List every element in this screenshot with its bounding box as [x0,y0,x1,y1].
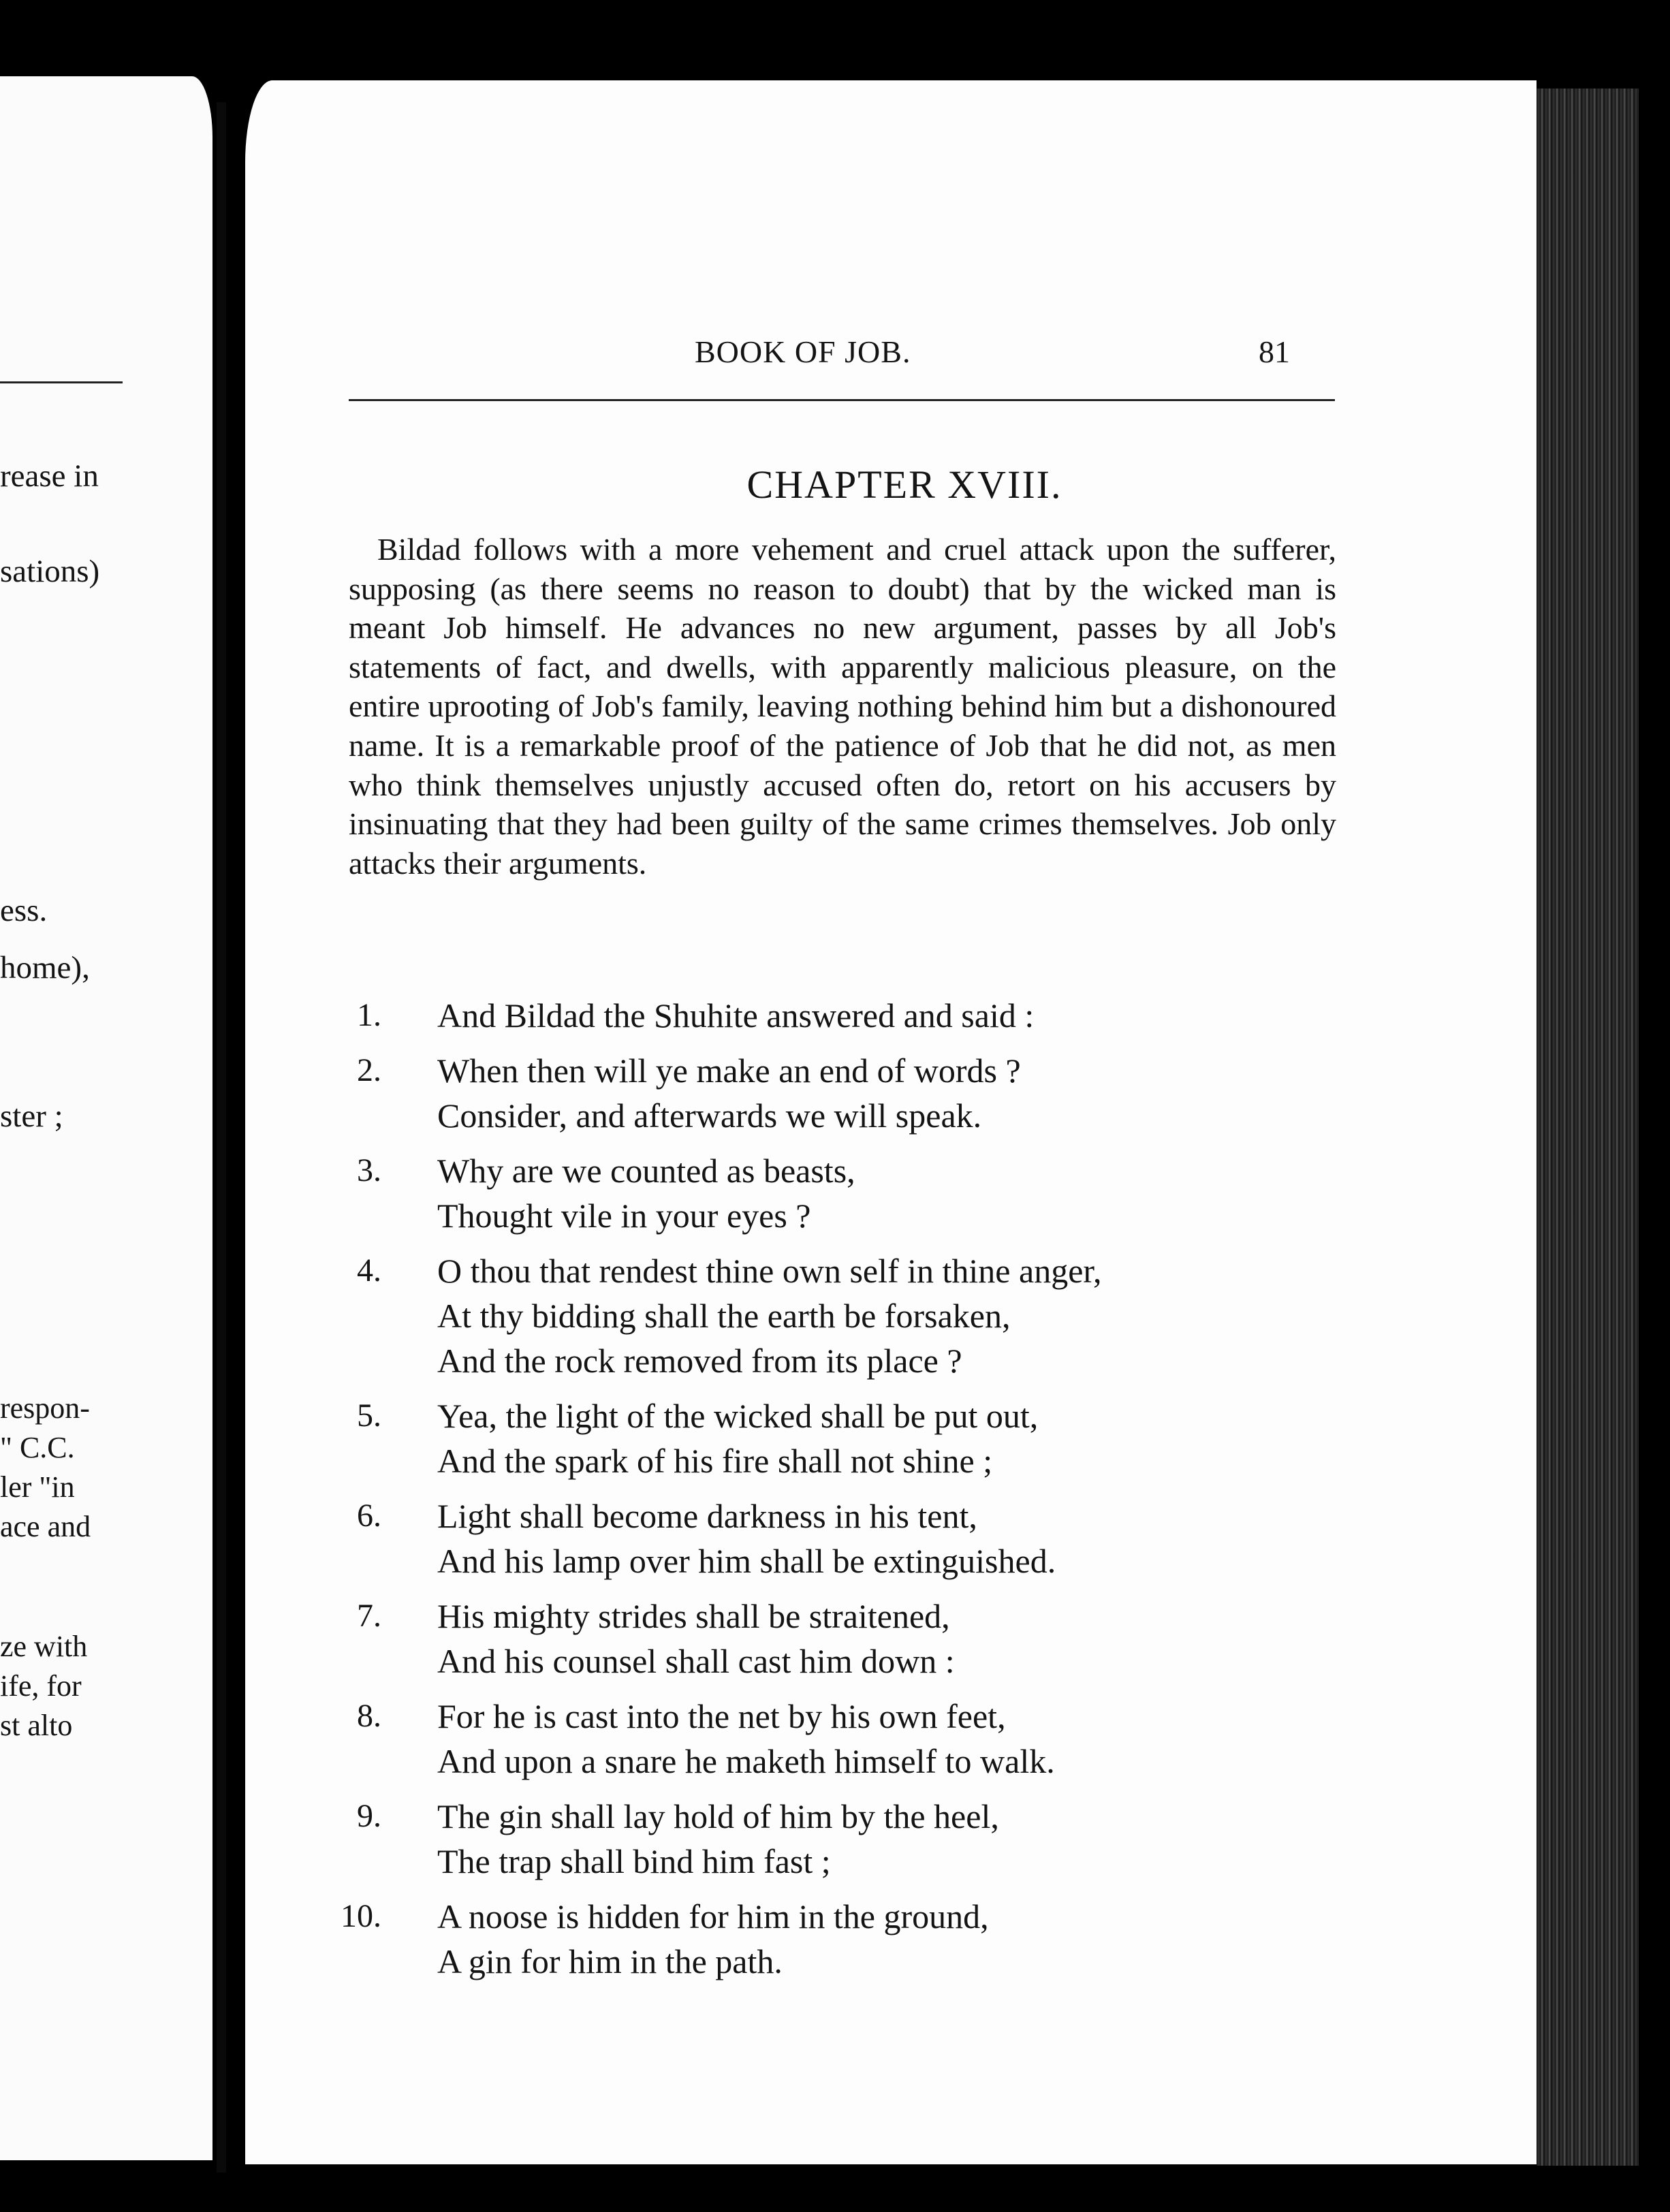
verse-number: 2. [357,1052,381,1088]
verse-number: 5. [357,1397,381,1434]
left-fragment: ife, for [0,1669,82,1703]
verse-number: 3. [357,1152,381,1188]
verse-number: 7. [357,1598,381,1634]
verse-line: Light shall become darkness in his tent, [437,1497,977,1535]
verse-line: Thought vile in your eyes ? [437,1197,811,1235]
verse [327,1494,1349,1583]
verse-line: Why are we counted as beasts, [437,1152,855,1190]
page-number: 81 [1259,334,1290,369]
verse-line: Yea, the light of the wicked shall be put out, [437,1397,1039,1435]
left-page [0,76,212,2160]
verse-line: O thou that rendest thine own self in thine anger, [437,1252,1102,1290]
left-fragment: respon- [0,1391,90,1425]
verse-line: And upon a snare he maketh himself to walk. [437,1742,1055,1780]
verse-line: And his counsel shall cast him down : [437,1642,955,1680]
verse-line: Consider, and afterwards we will speak. [437,1096,982,1135]
left-fragment: sations) [0,554,100,589]
page-header [245,334,1537,381]
verse [327,1894,1349,1984]
chapter-summary: Bildad follows with a more vehement and cruel attack upon the sufferer, supposing (as there seems no reason to doubt) that by the wicked man is meant Job himself. He advances no new argument, passes by all Job's statements of fact, and dwells, with apparently malicious pleasure, on the entire uprooting of Job's family, leaving nothing behind him but a dishonoured name. It is a remarkable proof of the patience of Job that he did not, as men who think themselves unjustly accused often do, retort on his accusers by insinuating that they had been guilty of the same crimes themselves. Job only attacks their arguments. [349,532,1336,881]
left-fragment: home), [0,950,90,985]
left-fragment: ace and [0,1510,91,1543]
verse-line: When then will ye make an end of words ? [437,1052,1021,1090]
verse-line: And Bildad the Shuhite answered and said : [437,996,1035,1034]
header-rule [349,399,1335,401]
left-fragment: st alto [0,1709,73,1742]
verse [327,1048,1349,1138]
left-fragment: ze with [0,1630,88,1663]
verse-number: 4. [357,1252,381,1289]
verse-line: And the spark of his fire shall not shine ; [437,1442,993,1480]
left-fragment: ess. [0,893,48,928]
verse-line: His mighty strides shall be straitened, [437,1597,950,1635]
verse-line: For he is cast into the net by his own feet, [437,1697,1006,1735]
verse [327,1148,1349,1238]
verse-line: The trap shall bind him fast ; [437,1842,831,1880]
verse-number: 8. [357,1698,381,1734]
verse-line: And the rock removed from its place ? [437,1342,962,1380]
verse-number: 9. [357,1798,381,1834]
verse [327,1594,1349,1684]
verse [327,1694,1349,1784]
verse-list [327,993,1349,1994]
verse [327,993,1349,1038]
chapter-title: CHAPTER XVIII. [746,462,1062,507]
verse-number: 1. [357,997,381,1033]
right-page [245,80,1537,2164]
running-head: BOOK OF JOB. [695,334,911,369]
left-fragment: " C.C. [0,1431,75,1464]
left-fragment: ster ; [0,1099,63,1134]
left-page-rule [0,381,123,383]
verse-line: A noose is hidden for him in the ground, [437,1897,989,1936]
left-fragment: rease in [0,458,99,494]
verse [327,1794,1349,1884]
verse-number: 10. [341,1898,381,1934]
left-fragment: ler "in [0,1470,75,1504]
verse-line: A gin for him in the path. [437,1942,783,1980]
verse-number: 6. [357,1498,381,1534]
verse [327,1393,1349,1483]
verse-line: At thy bidding shall the earth be forsaken, [437,1297,1011,1335]
verse [327,1248,1349,1383]
page-edges [1537,89,1639,2166]
verse-line: And his lamp over him shall be extinguished. [437,1542,1056,1580]
verse-line: The gin shall lay hold of him by the heel, [437,1797,999,1835]
book-spine [217,102,226,2172]
